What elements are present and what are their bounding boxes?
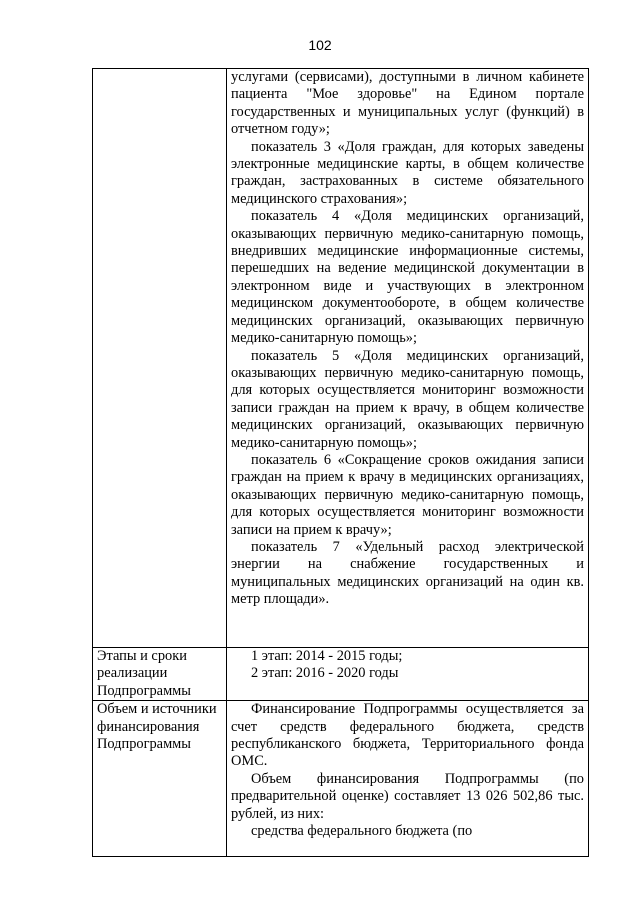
table-row-stages	[93, 648, 589, 701]
indicator-4-paragraph: показатель 4 «Доля медицинских организаций, оказывающих первичную медико-санитарную помощь, внедривших медицинские информационные системы, перешедших на ведение медицинской документации в электронном виде и участвующих в электронном медицинском документообороте, в общем количестве медицинских организаций, оказывающих первичную медико-санитарную помощь»;	[231, 208, 584, 347]
indicators-label	[93, 69, 227, 648]
financing-content	[227, 701, 589, 857]
indicator-6-paragraph: показатель 6 «Сокращение сроков ожидания записи граждан на прием к врачу в медицинских организациях, оказывающих первичную медико-санитарную помощь, для которых осуществляется мониторинг возможности записи на прием к врачу»;	[231, 451, 584, 538]
stages-content	[227, 648, 589, 701]
stage-2-paragraph: 2 этап: 2016 - 2020 годы	[251, 665, 399, 682]
page-number: 102	[308, 37, 332, 53]
stage-1-paragraph: 1 этап: 2014 - 2015 годы;	[251, 648, 403, 664]
stages-label: Этапы и сроки реализации Подпрограммы	[93, 648, 227, 701]
indicator-5-paragraph: показатель 5 «Доля медицинских организаций, оказывающих первичную медико-санитарную помощь, для которых осуществляется мониторинг возможности записи граждан на прием к врачу, в общем количестве медицинских организаций, оказывающих первичную медико-санитарную помощь»;	[231, 347, 584, 451]
financing-sources-paragraph: Финансирование Подпрограммы осуществляется за счет средств федерального бюджета, средств республиканского бюджета, Территориального фонда ОМС.	[231, 701, 584, 770]
federal-budget-paragraph: средства федерального бюджета (по	[251, 823, 473, 840]
financing-label: Объем и источники финансирования Подпрограммы	[93, 701, 227, 857]
table-row-financing	[93, 701, 589, 857]
table-row-indicators	[93, 69, 589, 648]
subprogram-passport-table	[92, 68, 589, 857]
indicators-content	[227, 69, 589, 648]
financing-volume-paragraph: Объем финансирования Подпрограммы (по предварительной оценке) составляет 13 026 502,86 тыс. рублей, из них:	[231, 770, 584, 822]
indicator-3-paragraph: показатель 3 «Доля граждан, для которых заведены электронные медицинские карты, в общем количестве граждан, застрахованных в системе обязательного медицинского страхования»;	[231, 138, 584, 207]
indicator-7-paragraph: показатель 7 «Удельный расход электрической энергии на снабжение государственных и муниципальных медицинских организаций на один кв. метр площади».	[231, 538, 584, 608]
indicators-paragraph: услугами (сервисами), доступными в личном кабинете пациента "Мое здоровье" на Едином портале государственных и муниципальных услуг (функций) в отчетном году»;	[231, 69, 584, 138]
